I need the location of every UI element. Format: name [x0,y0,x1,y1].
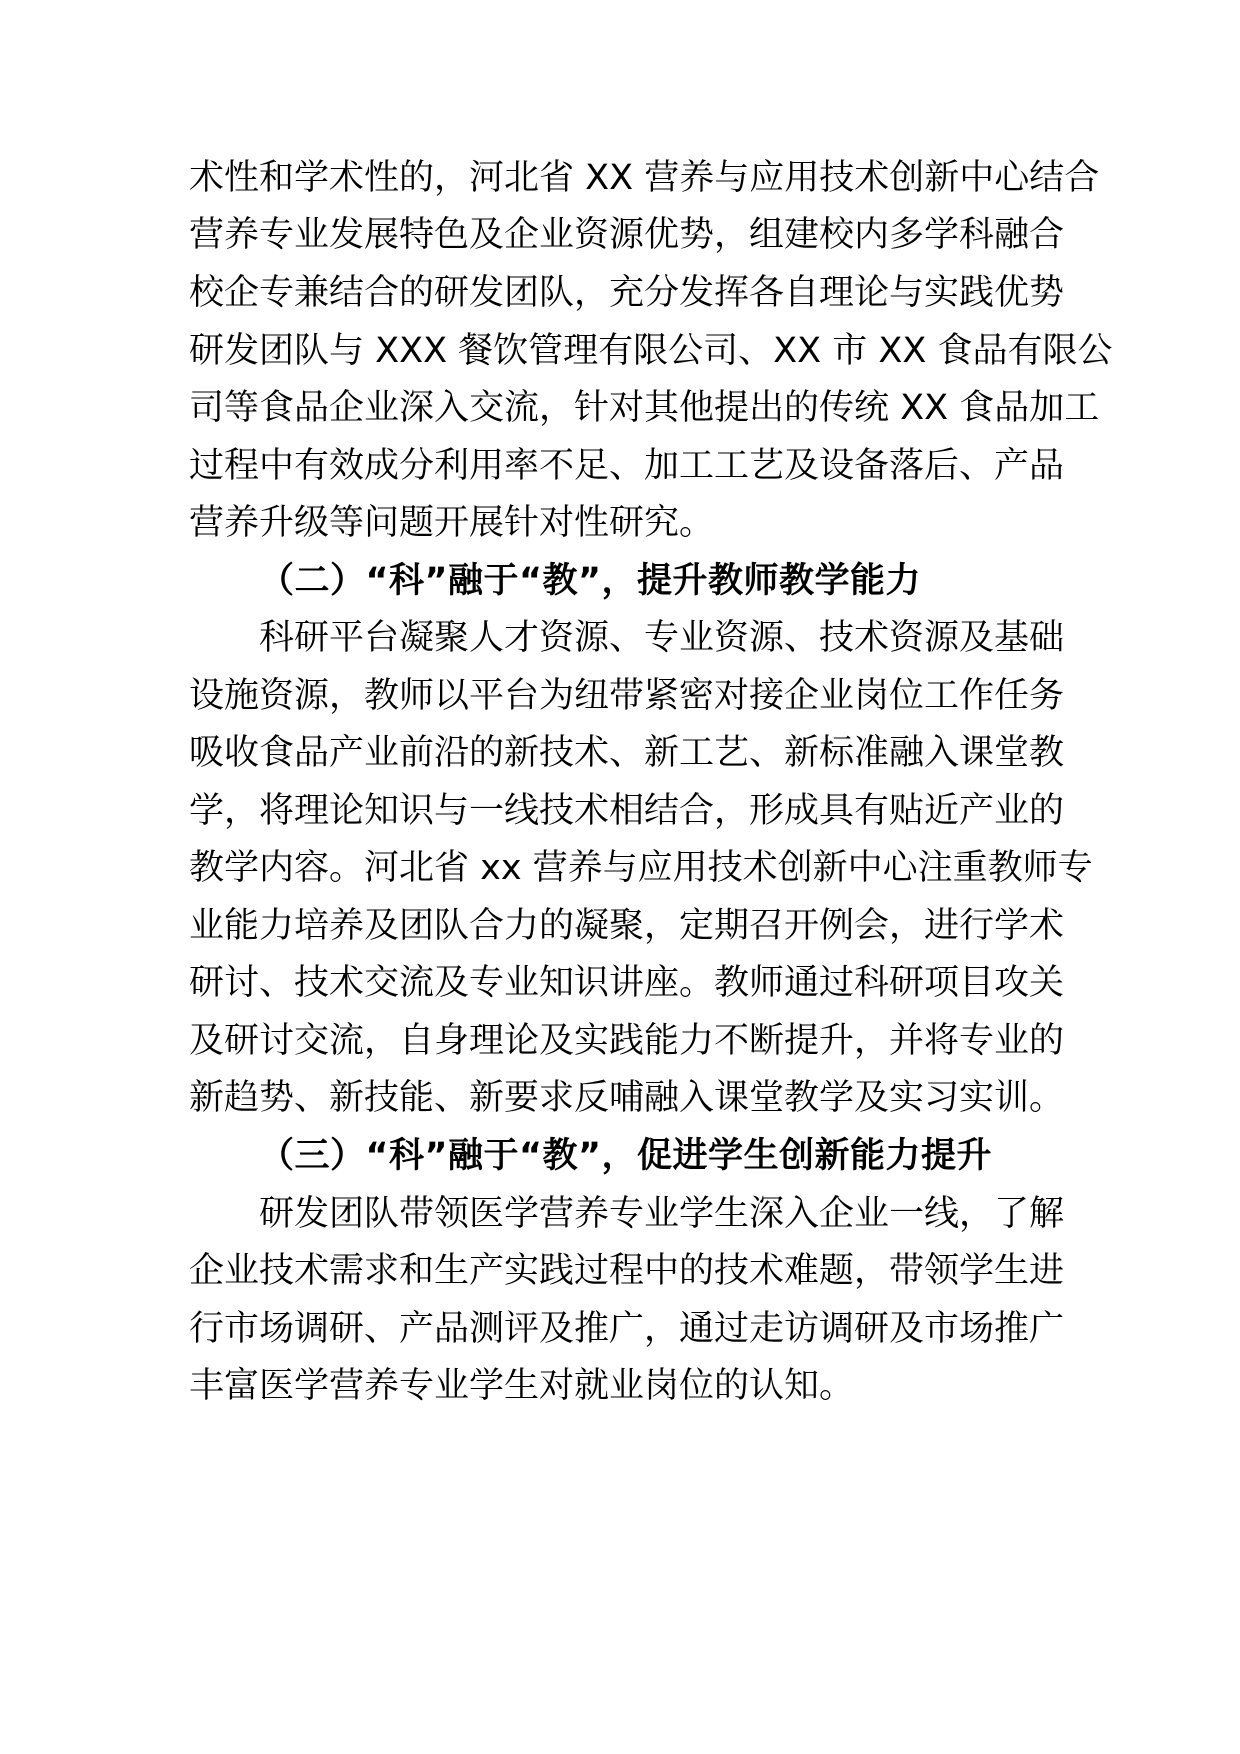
paragraph-line: 教学内容。河北省 xx 营养与应用技术创新中心注重教师专 [189,848,1093,888]
paragraph-line: 学，将理论知识与一线技术相结合，形成具有贴近产业的 [189,791,1065,831]
paragraph-line: 司等食品企业深入交流，针对其他提出的传统 XX 食品加工 [189,388,1100,428]
paragraph-line: 研讨、技术交流及专业知识讲座。教师通过科研项目攻关 [189,963,1065,1003]
paragraph-line: 吸收食品产业前沿的新技术、新工艺、新标准融入课堂教 [189,733,1065,773]
paragraph-line: 及研讨交流，自身理论及实践能力不断提升，并将专业的 [189,1021,1065,1061]
paragraph-line: 丰富医学营养专业学生对就业岗位的认知。 [189,1366,855,1406]
section-heading: （三）“科”融于“教”，促进学生创新能力提升 [259,1136,993,1176]
paragraph-line: 术性和学术性的，河北省 XX 营养与应用技术创新中心结合 [189,158,1100,198]
paragraph-line: 营养专业发展特色及企业资源优势，组建校内多学科融合 [189,215,1065,255]
paragraph-line: 设施资源，教师以平台为纽带紧密对接企业岗位工作任务 [189,676,1065,716]
paragraph-line: 营养升级等问题开展针对性研究。 [189,503,715,543]
paragraph-line: 新趋势、新技能、新要求反哺融入课堂教学及实习实训。 [189,1078,1065,1118]
paragraph-line: 研发团队与 XXX 餐饮管理有限公司、XX 市 XX 食品有限公 [189,331,1113,371]
paragraph-first-line: 研发团队带领医学营养专业学生深入企业一线，了解 [259,1194,1065,1234]
paragraph-line: 业能力培养及团队合力的凝聚，定期召开例会，进行学术 [189,906,1065,946]
paragraph-line: 过程中有效成分利用率不足、加工工艺及设备落后、产品 [189,446,1065,486]
paragraph-first-line: 科研平台凝聚人才资源、专业资源、技术资源及基础 [259,618,1065,658]
paragraph-line: 企业技术需求和生产实践过程中的技术难题，带领学生进 [189,1251,1065,1291]
section-heading: （二）“科”融于“教”，提升教师教学能力 [259,561,922,601]
paragraph-line: 行市场调研、产品测评及推广，通过走访调研及市场推广 [189,1309,1065,1349]
paragraph-line: 校企专兼结合的研发团队，充分发挥各自理论与实践优势 [189,273,1065,313]
